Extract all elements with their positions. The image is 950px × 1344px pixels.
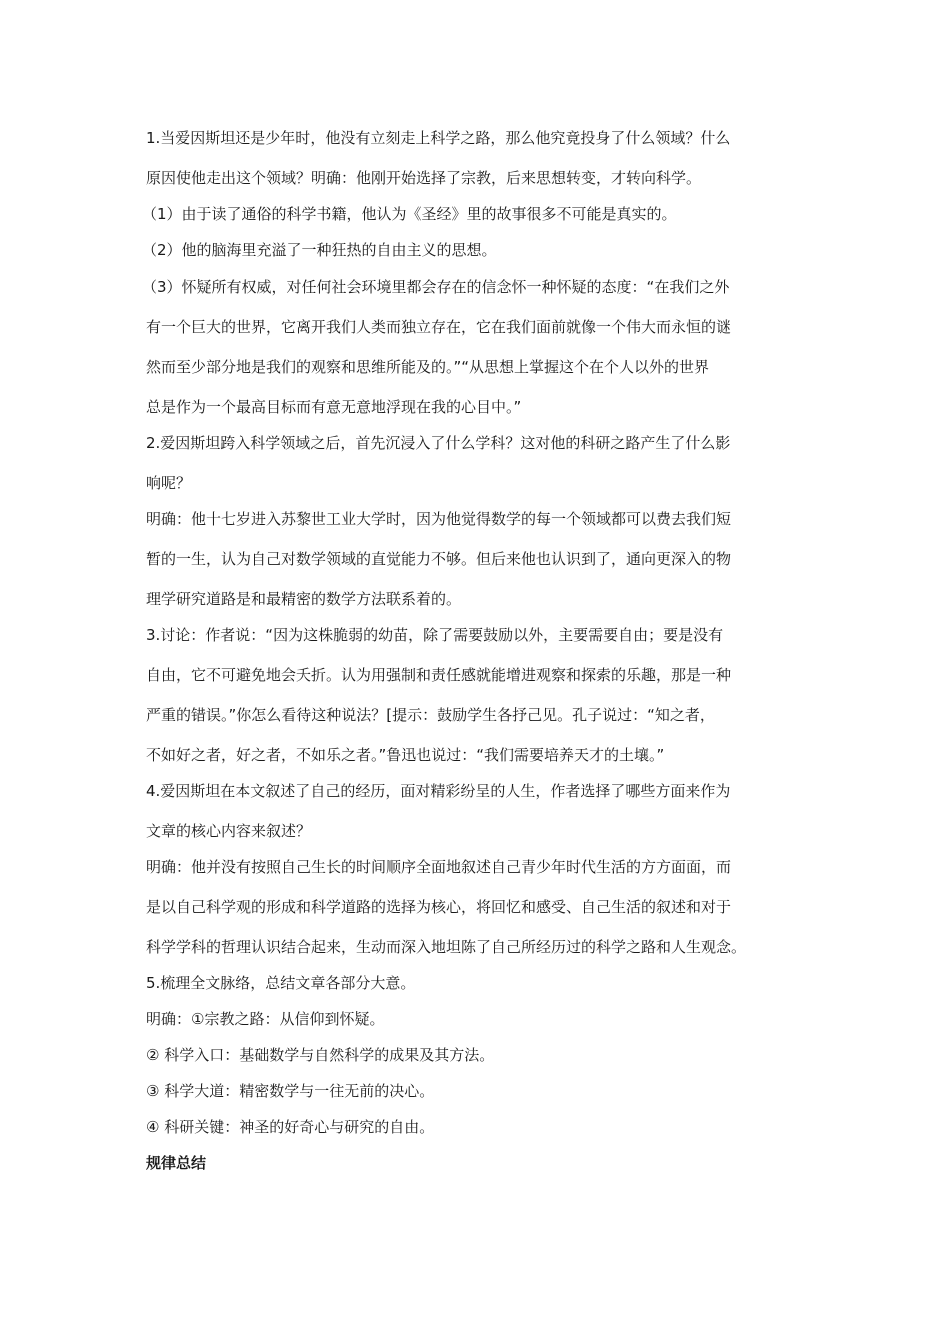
question-4-line-2: 文章的核心内容来叙述？ (146, 822, 312, 840)
question-4-line-1: 4.爱因斯坦在本文叙述了自己的经历，面对精彩纷呈的人生，作者选择了哪些方面来作为 (146, 782, 731, 800)
reason-1: （1）由于读了通俗的科学书籍，他认为《圣经》里的故事很多不可能是真实的。 (142, 205, 677, 223)
reason-3-line-4: 总是作为一个最高目标而有意无意地浮现在我的心目中。” (146, 398, 522, 416)
answer-5-item-3: ③ 科学大道：精密数学与一往无前的决心。 (146, 1082, 435, 1100)
question-1-line-1: 1.当爱因斯坦还是少年时，他没有立刻走上科学之路，那么他究竟投身了什么领域？什么 (146, 129, 731, 147)
reason-2: （2）他的脑海里充溢了一种狂热的自由主义的思想。 (142, 241, 497, 259)
reason-3-line-2: 有一个巨大的世界，它离开我们人类而独立存在，它在我们面前就像一个伟大而永恒的谜 (146, 318, 732, 336)
answer-5-item-1: 明确：①宗教之路：从信仰到怀疑。 (146, 1010, 385, 1028)
answer-4-line-3: 科学学科的哲理认识结合起来，生动而深入地坦陈了自己所经历过的科学之路和人生观念。 (146, 938, 747, 956)
answer-4-line-2: 是以自己科学观的形成和科学道路的选择为核心，将回忆和感受、自己生活的叙述和对于 (146, 898, 732, 916)
question-3-line-4: 不如好之者，好之者，不如乐之者。”鲁迅也说过：“我们需要培养天才的土壤。” (146, 746, 665, 764)
answer-2-line-2: 暂的一生，认为自己对数学领域的直觉能力不够。但后来他也认识到了，通向更深入的物 (146, 550, 732, 568)
question-2-line-2: 响呢？ (146, 474, 192, 492)
section-heading: 规律总结 (146, 1154, 207, 1172)
question-3-line-3: 严重的错误。”你怎么看待这种说法？[提示：鼓励学生各抒己见。孔子说过：“知之者， (146, 706, 715, 724)
question-3-line-1: 3.讨论：作者说：“因为这株脆弱的幼苗，除了需要鼓励以外，主要需要自由；要是没有 (146, 626, 724, 644)
question-2-line-1: 2.爱因斯坦跨入科学领域之后，首先沉浸入了什么学科？这对他的科研之路产生了什么影 (146, 434, 731, 452)
answer-2-line-1: 明确：他十七岁进入苏黎世工业大学时，因为他觉得数学的每一个领域都可以费去我们短 (146, 510, 732, 528)
question-5: 5.梳理全文脉络，总结文章各部分大意。 (146, 974, 416, 992)
answer-2-line-3: 理学研究道路是和最精密的数学方法联系着的。 (146, 590, 462, 608)
answer-5-item-4: ④ 科研关键：神圣的好奇心与研究的自由。 (146, 1118, 435, 1136)
question-1-line-2: 原因使他走出这个领域？明确：他刚开始选择了宗教，后来思想转变，才转向科学。 (146, 169, 702, 187)
reason-3-line-3: 然而至少部分地是我们的观察和思维所能及的。”“从思想上掌握这个在个人以外的世界 (146, 358, 710, 376)
answer-4-line-1: 明确：他并没有按照自己生长的时间顺序全面地叙述自己青少年时代生活的方方面面，而 (146, 858, 732, 876)
answer-5-item-2: ② 科学入口：基础数学与自然科学的成果及其方法。 (146, 1046, 495, 1064)
reason-3-line-1: （3）怀疑所有权威，对任何社会环境里都会存在的信念怀一种怀疑的态度：“在我们之外 (142, 278, 730, 296)
question-3-line-2: 自由，它不可避免地会夭折。认为用强制和责任感就能增进观察和探索的乐趣，那是一种 (146, 666, 732, 684)
